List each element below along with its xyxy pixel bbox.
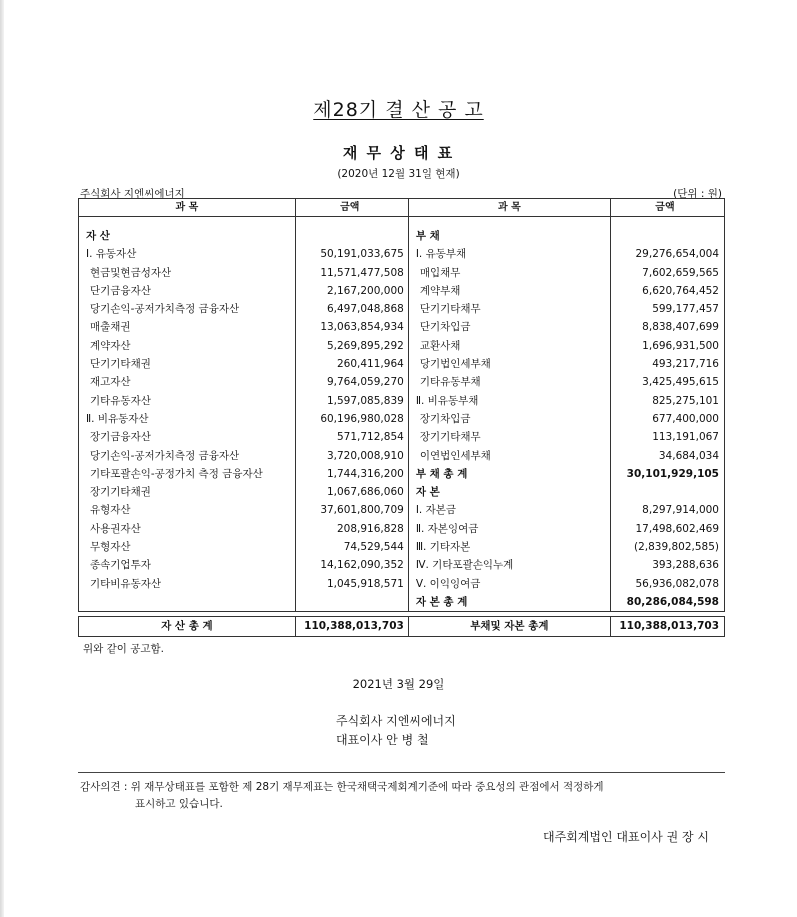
table-row xyxy=(79,355,725,373)
right-item-label: 부 채 xyxy=(408,227,610,245)
table-row xyxy=(79,264,725,282)
left-item-label: 사용권자산 xyxy=(79,520,296,538)
right-item-label: Ⅱ. 자본잉여금 xyxy=(408,520,610,538)
left-amount: 1,744,316,200 xyxy=(295,465,408,483)
left-item-label: 종속기업투자 xyxy=(79,556,296,574)
left-amount xyxy=(295,593,408,612)
right-amount: 6,620,764,452 xyxy=(610,282,724,300)
right-item-label: Ⅰ. 자본금 xyxy=(408,501,610,519)
right-amount: 17,498,602,469 xyxy=(610,520,724,538)
right-amount: 30,101,929,105 xyxy=(610,465,724,483)
announcement-note: 위와 같이 공고함. xyxy=(83,643,165,655)
right-amount: 7,602,659,565 xyxy=(610,264,724,282)
left-item-label: 재고자산 xyxy=(79,373,296,391)
table-row xyxy=(79,282,725,300)
left-item-label: 당기손익-공저가치측정 금융자산 xyxy=(79,300,296,318)
left-item-label: 무형자산 xyxy=(79,538,296,556)
total-liab-equity-label: 부채및 자본 총계 xyxy=(408,617,610,637)
signature-ceo: 대표이사 안 병 철 xyxy=(336,733,429,747)
left-item-label: 단기기타채권 xyxy=(79,355,296,373)
left-item-label: 장기금융자산 xyxy=(79,428,296,446)
right-item-label: 계약부채 xyxy=(408,282,610,300)
right-item-label: 장기차입금 xyxy=(408,410,610,428)
left-item-label: 기타유동자산 xyxy=(79,392,296,410)
table-row xyxy=(79,428,725,446)
right-amount: 8,838,407,699 xyxy=(610,318,724,336)
left-item-label: 단기금융자산 xyxy=(79,282,296,300)
left-amount: 1,597,085,839 xyxy=(295,392,408,410)
right-amount: 8,297,914,000 xyxy=(610,501,724,519)
table-row xyxy=(79,520,725,538)
table-row xyxy=(79,483,725,501)
table-row xyxy=(79,593,725,612)
header-item-left: 과 목 xyxy=(79,199,296,217)
right-item-label: 자 본 xyxy=(408,483,610,501)
audit-opinion-line1: 감사의견 : 위 재무상태표를 포함한 제 28기 재무제표는 한국채택국제회계기준에 따라 중요성의 관점에서 적정하게 xyxy=(80,781,604,793)
auditor-signature: 대주회계법인 대표이사 권 장 시 xyxy=(543,830,709,844)
left-amount: 13,063,854,934 xyxy=(295,318,408,336)
table-row xyxy=(79,227,725,245)
table-header-row xyxy=(79,199,725,217)
right-item-label: 기타유동부채 xyxy=(408,373,610,391)
table-row xyxy=(79,245,725,263)
right-item-label: 장기기타채무 xyxy=(408,428,610,446)
table-row xyxy=(79,373,725,391)
right-amount: 113,191,067 xyxy=(610,428,724,446)
right-item-label: 이연법인세부채 xyxy=(408,447,610,465)
announcement-date: 2021년 3월 29일 xyxy=(352,677,445,691)
right-item-label: 단기차입금 xyxy=(408,318,610,336)
right-amount: 677,400,000 xyxy=(610,410,724,428)
header-item-right: 과 목 xyxy=(408,199,610,217)
table-body xyxy=(79,227,725,612)
left-item-label: 현금및현금성자산 xyxy=(79,264,296,282)
left-item-label xyxy=(79,593,296,612)
left-amount: 74,529,544 xyxy=(295,538,408,556)
unit-label: (단위 : 원) xyxy=(673,188,722,200)
left-amount: 11,571,477,508 xyxy=(295,264,408,282)
left-amount: 1,045,918,571 xyxy=(295,575,408,593)
left-amount xyxy=(295,227,408,245)
left-amount: 14,162,090,352 xyxy=(295,556,408,574)
left-item-label: 유형자산 xyxy=(79,501,296,519)
right-item-label: Ⅰ. 유동부채 xyxy=(408,245,610,263)
right-item-label: Ⅳ. 기타포괄손익누계 xyxy=(408,556,610,574)
right-amount: 3,425,495,615 xyxy=(610,373,724,391)
left-item-label: 기타포괄손익-공정가치 측정 금융자산 xyxy=(79,465,296,483)
left-amount: 2,167,200,000 xyxy=(295,282,408,300)
right-item-label: 당기법인세부채 xyxy=(408,355,610,373)
left-amount: 5,269,895,292 xyxy=(295,337,408,355)
total-liab-equity-value: 110,388,013,703 xyxy=(610,617,724,637)
left-amount: 50,191,033,675 xyxy=(295,245,408,263)
left-item-label: Ⅰ. 유동자산 xyxy=(79,245,296,263)
table-row xyxy=(79,300,725,318)
left-amount: 1,067,686,060 xyxy=(295,483,408,501)
left-item-label: 기타비유동자산 xyxy=(79,575,296,593)
company-name: 주식회사 지엔씨에너지 xyxy=(80,188,185,200)
right-amount: 393,288,636 xyxy=(610,556,724,574)
right-amount: 599,177,457 xyxy=(610,300,724,318)
left-item-label: 장기기타채권 xyxy=(79,483,296,501)
left-amount: 260,411,964 xyxy=(295,355,408,373)
total-assets-value: 110,388,013,703 xyxy=(295,617,408,637)
right-item-label: Ⅴ. 이익잉여금 xyxy=(408,575,610,593)
left-item-label: 매출채권 xyxy=(79,318,296,336)
header-amount-left: 금액 xyxy=(295,199,408,217)
left-amount: 37,601,800,709 xyxy=(295,501,408,519)
left-amount: 208,916,828 xyxy=(295,520,408,538)
page-title: 제28기 결 산 공 고 xyxy=(313,99,484,121)
left-item-label: 계약자산 xyxy=(79,337,296,355)
header-amount-right: 금액 xyxy=(610,199,724,217)
total-row xyxy=(79,617,725,637)
balance-sheet-table xyxy=(78,198,725,637)
right-item-label: 교환사채 xyxy=(408,337,610,355)
right-item-label: Ⅱ. 비유동부채 xyxy=(408,392,610,410)
right-amount xyxy=(610,483,724,501)
total-assets-label: 자 산 총 계 xyxy=(79,617,296,637)
right-item-label: 단기기타채무 xyxy=(408,300,610,318)
left-amount: 571,712,854 xyxy=(295,428,408,446)
as-of-date: (2020년 12월 31일 현재) xyxy=(337,168,460,180)
table-row xyxy=(79,501,725,519)
table-row xyxy=(79,337,725,355)
left-item-label: Ⅱ. 비유동자산 xyxy=(79,410,296,428)
signature-company: 주식회사 지엔씨에너지 xyxy=(336,714,456,728)
left-amount: 6,497,048,868 xyxy=(295,300,408,318)
table-spacer-row xyxy=(79,217,725,228)
right-item-label: Ⅲ. 기타자본 xyxy=(408,538,610,556)
table-row xyxy=(79,538,725,556)
statement-title: 재 무 상 태 표 xyxy=(342,144,455,162)
table-row xyxy=(79,447,725,465)
right-amount: 56,936,082,078 xyxy=(610,575,724,593)
audit-opinion-line2: 표시하고 있습니다. xyxy=(135,798,223,810)
right-item-label: 매입채무 xyxy=(408,264,610,282)
table-row xyxy=(79,465,725,483)
divider-line xyxy=(78,772,725,773)
table-row xyxy=(79,318,725,336)
right-amount: 1,696,931,500 xyxy=(610,337,724,355)
right-amount: (2,839,802,585) xyxy=(610,538,724,556)
right-amount: 493,217,716 xyxy=(610,355,724,373)
right-item-label: 부 채 총 계 xyxy=(408,465,610,483)
right-amount: 29,276,654,004 xyxy=(610,245,724,263)
left-item-label: 자 산 xyxy=(79,227,296,245)
right-amount: 80,286,084,598 xyxy=(610,593,724,612)
left-item-label: 당기손익-공저가치측정 금융자산 xyxy=(79,447,296,465)
right-amount: 825,275,101 xyxy=(610,392,724,410)
table-row xyxy=(79,575,725,593)
table-row xyxy=(79,392,725,410)
right-item-label: 자 본 총 계 xyxy=(408,593,610,612)
table-row xyxy=(79,410,725,428)
right-amount: 34,684,034 xyxy=(610,447,724,465)
table-row xyxy=(79,556,725,574)
right-amount xyxy=(610,227,724,245)
left-amount: 9,764,059,270 xyxy=(295,373,408,391)
left-amount: 3,720,008,910 xyxy=(295,447,408,465)
left-amount: 60,196,980,028 xyxy=(295,410,408,428)
